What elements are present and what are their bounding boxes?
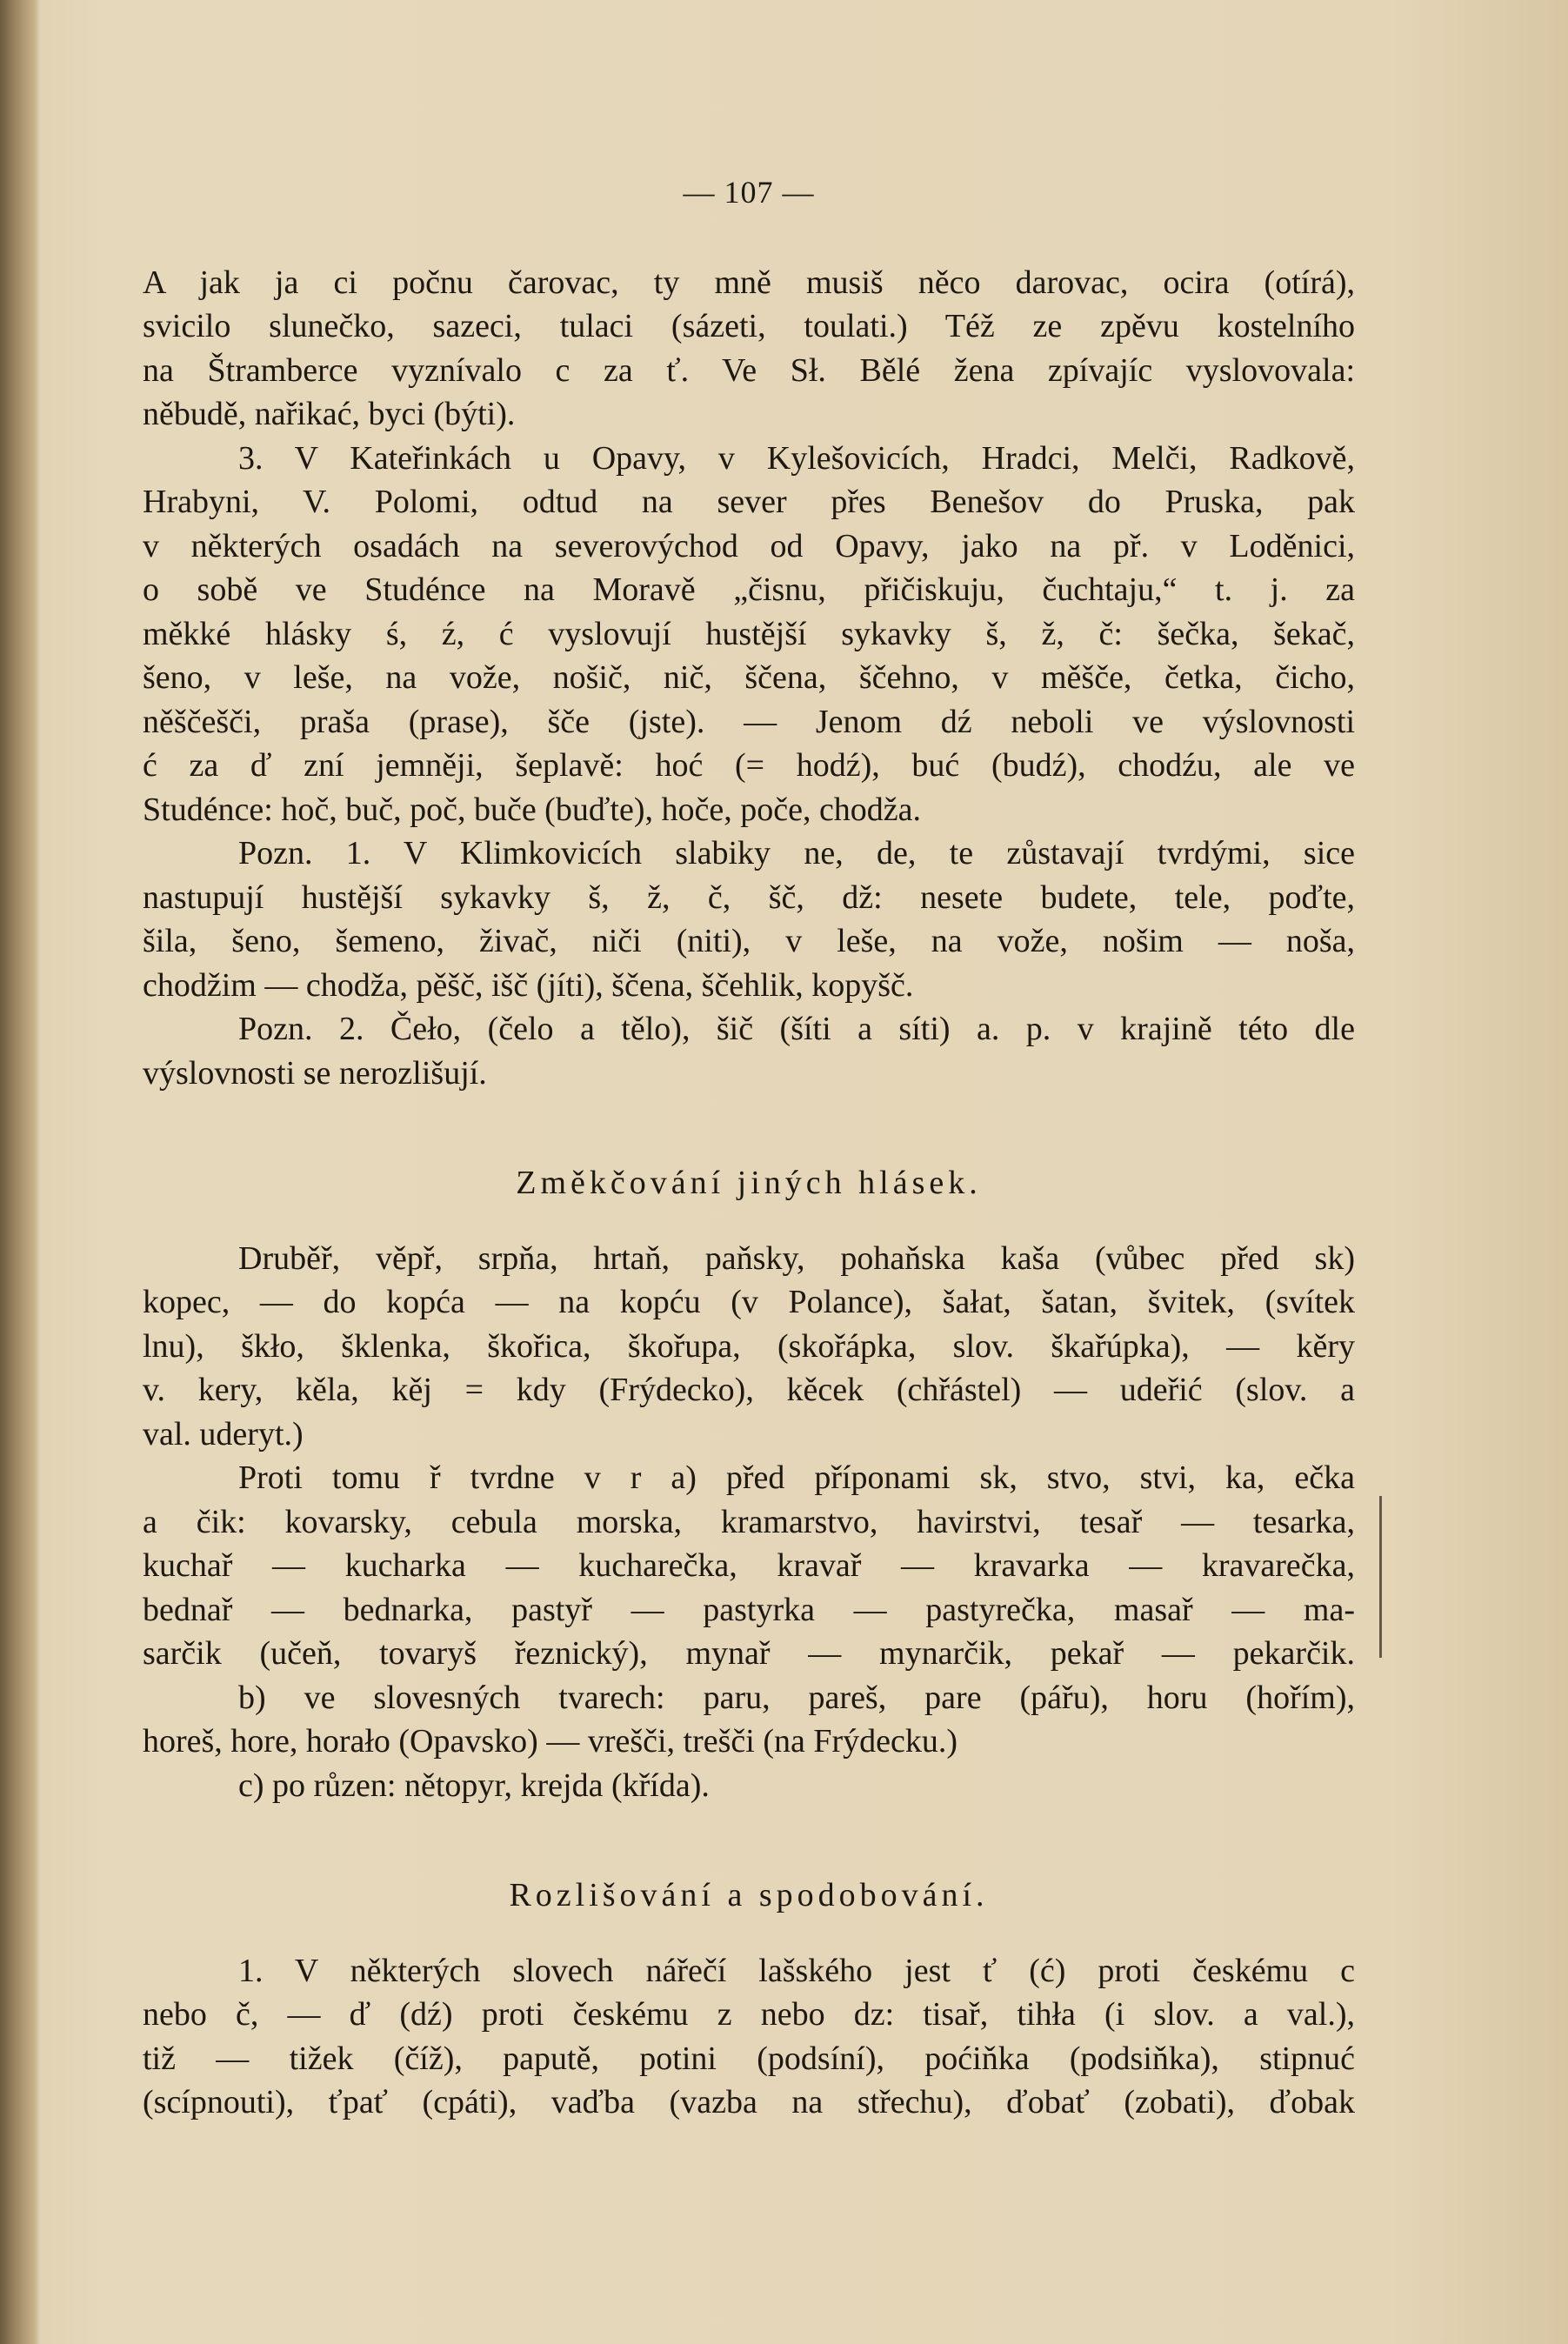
text-line: sarčik (učeň, tovaryš řeznický), mynař — mynarčik, pekař — pekarčik.	[143, 1635, 1355, 1672]
text-line: Hrabyni, V. Polomi, odtud na sever přes Benešov do Pruska, pak	[143, 484, 1355, 520]
text-line: něbudě, nařikać, byci (býti).	[143, 396, 516, 432]
text-line: (scípnouti), ťpať (cpáti), vaďba (vazba na střechu), ďobať (zobati), ďobak	[143, 2084, 1355, 2120]
paragraph-3	[143, 831, 1355, 1007]
margin-pencil-mark	[1379, 1496, 1382, 1658]
text-line: Druběř, věpř, srpňa, hrtaň, paňsky, pohaňska kaša (vůbec před sk)	[238, 1239, 1355, 1277]
text-line: kopec, — do kopća — na kopću (v Polance), šałat, šatan, švitek, (svítek	[143, 1284, 1355, 1320]
paragraph-2	[143, 437, 1355, 832]
text-line: šeno, v leše, na vože, nošič, nič, ščena, ščehno, v měšče, četka, čicho,	[143, 659, 1355, 696]
text-line: Pozn. 2. Čeło, (čelo a tělo), šič (šíti a síti) a. p. v krajině této dle	[238, 1011, 1355, 1047]
paragraph-8	[143, 1764, 1355, 1808]
paragraph-7	[143, 1676, 1355, 1764]
paragraph-6	[143, 1456, 1355, 1676]
text-line: c) po růzen: nětopyr, krejda (křída).	[238, 1766, 710, 1804]
text-line: na Štramberce vyznívalo c za ť. Ve Sł. Bělé žena zpívajíc vyslovovala:	[143, 351, 1355, 389]
page-number: — 107 —	[683, 175, 815, 210]
text-line: 1. V některých slovech nářečí lašského jest ť (ć) proti českému c	[238, 1952, 1355, 1989]
text-line: chodžim — chodža, pěšč, išč (jíti), ščena, ščehlik, kopyšč.	[143, 966, 914, 1004]
page-content	[143, 170, 1355, 2125]
text-line: měkké hlásky ś, ź, ć vyslovují hustější sykavky š, ž, č: šečka, šekač,	[143, 615, 1355, 652]
text-line: A jak ja ci počnu čarovac, ty mně musiš něco darovac, ocira (otírá),	[143, 264, 1355, 301]
text-line: tiž — tižek (číž), paputě, potini (podsíní), poćiňka (podsiňka), stipnuć	[143, 2040, 1355, 2077]
text-line: bednař — bednarka, pastyř — pastyrka — pastyrečka, masař — ma-	[143, 1591, 1355, 1628]
text-line: val. uderyt.)	[143, 1415, 304, 1452]
text-line: a čik: kovarsky, cebula morska, kramarstvo, havirstvi, tesař — tesarka,	[143, 1503, 1355, 1540]
text-line: b) ve slovesných tvarech: paru, pareš, pare (pářu), horu (hořím),	[238, 1679, 1355, 1716]
paragraph-5	[143, 1237, 1355, 1457]
paragraph-9	[143, 1949, 1355, 2125]
text-line: kuchař — kucharka — kucharečka, kravař — kravarka — kravarečka,	[143, 1547, 1355, 1584]
text-line: o sobě ve Studénce na Moravě „čisnu, přičiskuju, čuchtaju,“ t. j. za	[143, 571, 1355, 608]
text-line: lnu), škło, šklenka, škořica, škořupa, (skořápka, slov. škařúpka), — kěry	[143, 1327, 1355, 1365]
section-heading-2: Rozlišování a spodobování.	[509, 1877, 989, 1913]
text-line: 3. V Kateřinkách u Opavy, v Kylešovicích, Hradci, Melči, Radkově,	[238, 439, 1355, 477]
text-line: Pozn. 1. V Klimkovicích slabiky ne, de, te zůstavají tvrdými, sice	[238, 835, 1355, 871]
text-line: Proti tomu ř tvrdne v r a) před příponami sk, stvo, stvi, ka, ečka	[238, 1459, 1355, 1496]
text-line: horeš, hore, horało (Opavsko) — vrešči, trešči (na Frýdecku.)	[143, 1723, 958, 1760]
text-line: Studénce: hoč, buč, poč, buče (buďte), hoče, poče, chodža.	[143, 791, 922, 828]
book-spine-shadow	[0, 0, 40, 2344]
paragraph-1	[143, 261, 1355, 437]
text-line: něščešči, praša (prase), šče (jste). — Jenom dź neboli ve výslovnosti	[143, 703, 1355, 740]
text-line: ć za ď zní jemněji, šeplavě: hoć (= hodź), buć (budź), chodźu, ale ve	[143, 747, 1355, 784]
text-line: svicilo slunečko, sazeci, tulaci (sázeti, toulati.) Též ze zpěvu kostelního	[143, 308, 1355, 344]
text-line: v některých osadách na severovýchod od Opavy, jako na př. v Loděnici,	[143, 527, 1355, 564]
text-line: v. kery, kěla, kěj = kdy (Frýdecko), kěcek (chřástel) — udeřić (slov. a	[143, 1372, 1355, 1408]
paragraph-4	[143, 1007, 1355, 1095]
text-line: výslovnosti se nerozlišují.	[143, 1054, 487, 1092]
section-heading-1: Změkčování jiných hlásek.	[516, 1165, 982, 1201]
text-line: nastupují hustější sykavky š, ž, č, šč, dž: nesete budete, tele, poďte,	[143, 878, 1355, 916]
text-line: šila, šeno, šemeno, živač, niči (niti), v leše, na vože, nošim — noša,	[143, 923, 1355, 959]
text-line: nebo č, — ď (dź) proti českému z nebo dz: tisař, tihła (i slov. a val.),	[143, 1996, 1355, 2033]
